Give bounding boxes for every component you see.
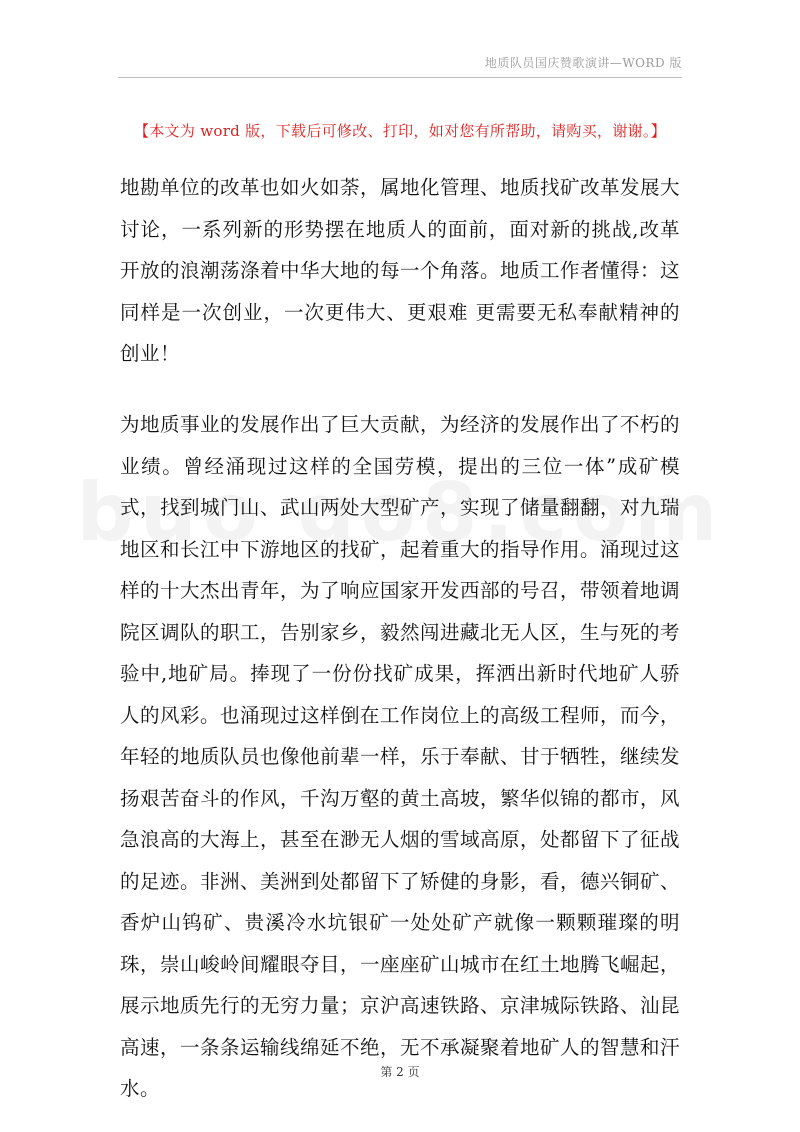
running-header: 地质队员国庆赞歌演讲—WORD 版 xyxy=(484,56,682,70)
body-paragraph-2: 为地质事业的发展作出了巨大贡献，为经济的发展作出了不朽的业绩。曾经涌现过这样的全国劳模，提出的三位一体”成矿模式，找到城门山、武山两处大型矿产，实现了储量翻翻，对九瑞地区和长江中下游地区的找矿，起着重大的指导作用。涌现过这样的十大杰出青年，为了响应国家开发西部的号召，带领着地调院区调队的职工，告别家乡，毅然闯进藏北无人区，生与死的考验中,地矿局。捧现了一份份找矿成果，挥洒出新时代地矿人骄人的风彩。也涌现过这样倒在工作岗位上的高级工程师，而今，年轻的地质队员也像他前辈一样，乐于奉献、甘于牺牲，继续发扬艰苦奋斗的作风，千沟万壑的黄土高坡，繁华似锦的都市，风急浪高的大海上，甚至在渺无人烟的雪域高原，处都留下了征战的足迹。非洲、美洲到处都留下了矫健的身影，看，德兴铜矿、香炉山钨矿、贵溪冷水坑银矿一处处矿产就像一颗颗璀璨的明珠，崇山峻岭间耀眼夺目，一座座矿山城市在红土地腾飞崛起，展示地质先行的无穷力量；京沪高速铁路、京津城际铁路、汕昆高速，一条条运输线绵延不绝，无不承凝聚着地矿人的智慧和汗水。 xyxy=(120,413,681,1100)
body-paragraph-1: 地勘单位的改革也如火如荼，属地化管理、地质找矿改革发展大讨论，一系列新的形势摆在地质人的面前，面对新的挑战,改革开放的浪潮荡涤着中华大地的每一个角落。地质工作者懂得：这同样是一次创业，一次更伟大、更艰难 更需要无私奉献精神的创业！ xyxy=(120,176,681,365)
download-notice: 【本文为 word 版，下载后可修改、打印，如对您有所帮助，请购买，谢谢。】 xyxy=(133,122,667,140)
header-divider xyxy=(118,77,682,78)
page-number: 第 2 页 xyxy=(380,1065,420,1079)
